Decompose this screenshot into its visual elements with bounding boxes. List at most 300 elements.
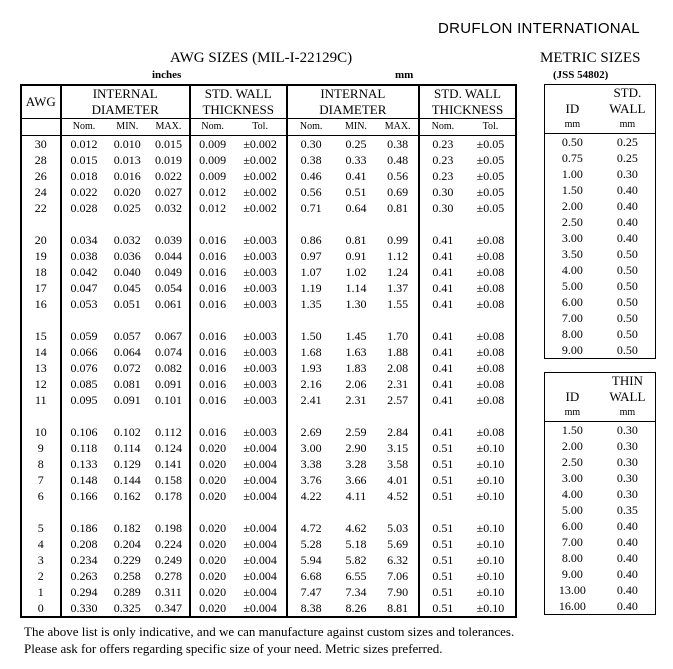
table-cell: ±0.004 (243, 569, 277, 583)
table-cell: 0.166 (61, 488, 107, 504)
awg-column-header: AWG (25, 94, 56, 109)
table-cell: 12 (34, 377, 47, 391)
table-cell: ±0.05 (476, 153, 505, 167)
table-cell: ±0.002 (243, 153, 277, 167)
table-cell: 0.016 (190, 280, 235, 296)
table-cell: 6.68 (287, 568, 335, 584)
sub-header-8: Nom. (419, 119, 466, 136)
table-cell: 0.015 (61, 152, 107, 168)
table-row (545, 230, 656, 246)
table-cell: 0.012 (190, 184, 235, 200)
table-cell: ±0.004 (243, 537, 277, 551)
std-id-unit: mm (545, 117, 600, 134)
table-cell: 5.69 (387, 537, 409, 551)
table-cell: 0.51 (419, 568, 466, 584)
table-cell: 5 (37, 521, 44, 535)
table-cell: 0.204 (113, 537, 141, 551)
inch-id-header-2: DIAMETER (61, 102, 190, 119)
table-row (545, 502, 656, 518)
table-row (545, 166, 656, 182)
table-cell: 0.97 (287, 248, 335, 264)
table-row (545, 550, 656, 566)
table-cell: ±0.05 (476, 185, 505, 199)
table-cell: 0.144 (113, 473, 141, 487)
table-cell: 0.23 (419, 152, 466, 168)
table-cell: ±0.003 (243, 425, 277, 439)
table-cell: 7.00 (561, 311, 583, 325)
sub-header-0: Nom. (61, 119, 107, 136)
table-cell: 3.66 (345, 473, 367, 487)
table-cell: 7.06 (387, 569, 409, 583)
table-cell: 0.99 (387, 233, 409, 247)
thin-id-header: ID (565, 389, 580, 404)
table-cell: 0.112 (155, 425, 182, 439)
table-cell: 0.311 (155, 585, 182, 599)
table-cell: 0.46 (287, 168, 335, 184)
std-id-header: ID (565, 101, 580, 116)
table-cell: 0.51 (419, 536, 466, 552)
table-row (545, 454, 656, 470)
mm-wall-header-2: THICKNESS (419, 102, 516, 119)
table-row (21, 424, 516, 440)
inch-wall-header-2: THICKNESS (190, 102, 287, 119)
table-row (545, 294, 656, 310)
sub-header-4: Tol. (235, 119, 287, 136)
table-cell: 10 (34, 425, 47, 439)
table-cell: 0.148 (61, 472, 107, 488)
table-cell: 0.56 (287, 184, 335, 200)
table-row (21, 472, 516, 488)
table-cell: 4.01 (387, 473, 409, 487)
table-cell: ±0.08 (476, 297, 505, 311)
table-cell: 0.020 (190, 488, 235, 504)
table-cell: 0.074 (154, 345, 182, 359)
table-cell: 0.38 (287, 152, 335, 168)
table-cell: 1.63 (345, 345, 367, 359)
table-cell: 0.249 (154, 553, 182, 567)
table-cell: 0.039 (154, 233, 182, 247)
table-cell: 5.82 (345, 553, 367, 567)
table-cell: 0.016 (190, 232, 235, 248)
table-cell: 2.59 (345, 425, 367, 439)
table-cell: 0.158 (154, 473, 182, 487)
table-cell: 0.86 (287, 232, 335, 248)
table-cell: 13.00 (558, 583, 586, 597)
table-cell: ±0.003 (243, 249, 277, 263)
table-cell: 0.091 (113, 393, 141, 407)
table-cell: 0.40 (616, 199, 638, 213)
table-cell: 0.010 (113, 137, 141, 151)
table-cell: 0.50 (616, 343, 638, 357)
table-cell: 0.101 (154, 393, 182, 407)
table-cell: 8.81 (387, 601, 409, 615)
metric-thin-wall-body (545, 422, 656, 615)
table-cell: ±0.003 (243, 345, 277, 359)
table-cell: 8.26 (345, 601, 367, 615)
table-cell: 0.019 (154, 153, 182, 167)
table-cell: 0.294 (61, 584, 107, 600)
metric-std-wall-body (545, 134, 656, 359)
table-row (545, 486, 656, 502)
table-row (21, 136, 516, 153)
table-cell: ±0.004 (243, 441, 277, 455)
table-cell: ±0.08 (476, 281, 505, 295)
sub-header-6: MIN. (335, 119, 378, 136)
mm-id-header-2: DIAMETER (287, 102, 419, 119)
table-cell: 0.054 (154, 281, 182, 295)
table-row (545, 310, 656, 326)
table-cell: 0.018 (61, 168, 107, 184)
table-cell: 4.72 (287, 520, 335, 536)
table-cell: 0.124 (154, 441, 182, 455)
table-cell: 0.020 (190, 456, 235, 472)
table-cell: 2.50 (561, 455, 583, 469)
thin-wall-header-2: WALL (609, 389, 646, 404)
table-cell: 0.022 (154, 169, 182, 183)
table-cell: 0.23 (419, 168, 466, 184)
table-cell: 1.24 (387, 265, 409, 279)
table-cell: 0.41 (419, 360, 466, 376)
table-cell: 0.015 (154, 137, 182, 151)
group-spacer (21, 504, 516, 520)
table-cell: 16 (34, 297, 47, 311)
table-cell: 0.234 (61, 552, 107, 568)
table-cell: 0.51 (419, 552, 466, 568)
table-cell: 5.28 (287, 536, 335, 552)
table-cell: ±0.08 (476, 345, 505, 359)
table-cell: 0.066 (61, 344, 107, 360)
table-cell: 28 (34, 153, 47, 167)
table-cell: 0.182 (113, 521, 141, 535)
table-cell: 17 (34, 281, 47, 295)
table-cell: 0.067 (154, 329, 182, 343)
table-cell: 2.08 (387, 361, 409, 375)
table-cell: 0.012 (190, 200, 235, 216)
table-cell: 0.40 (616, 231, 638, 245)
awg-header-row-2 (21, 102, 516, 119)
table-cell: 0.30 (616, 455, 638, 469)
table-cell: 1.00 (561, 167, 583, 181)
table-cell: 0.045 (113, 281, 141, 295)
table-cell: 0.30 (616, 167, 638, 181)
table-cell: 2.31 (345, 393, 367, 407)
table-cell: 0.016 (190, 360, 235, 376)
table-cell: 0.41 (419, 280, 466, 296)
table-cell: 18 (34, 265, 47, 279)
table-row (545, 518, 656, 534)
table-cell: 0.020 (190, 440, 235, 456)
table-cell: 0.41 (419, 328, 466, 344)
awg-sizes-title: AWG SIZES (MIL-I-22129C) (170, 50, 353, 66)
table-cell: 2.84 (387, 425, 409, 439)
sub-header-9: Tol. (466, 119, 516, 136)
table-cell: ±0.10 (476, 441, 505, 455)
table-cell: 0.061 (154, 297, 182, 311)
table-cell: 0.064 (113, 345, 141, 359)
table-cell: 1.55 (387, 297, 409, 311)
table-cell: 7.90 (387, 585, 409, 599)
table-cell: ±0.002 (243, 185, 277, 199)
table-row (545, 598, 656, 615)
table-cell: 0.009 (190, 136, 235, 153)
table-cell: 2.90 (345, 441, 367, 455)
awg-header-row-1 (21, 85, 516, 102)
table-cell: 13 (34, 361, 47, 375)
table-cell: 0.025 (113, 201, 141, 215)
table-cell: 0.229 (113, 553, 141, 567)
table-cell: 0.091 (154, 377, 182, 391)
table-cell: 8 (37, 457, 44, 471)
table-cell: 0.33 (345, 153, 367, 167)
table-cell: 0.64 (345, 201, 367, 215)
table-row (545, 438, 656, 454)
table-cell: 0.051 (113, 297, 141, 311)
table-cell: ±0.003 (243, 377, 277, 391)
table-cell: 0.50 (616, 263, 638, 277)
table-cell: ±0.004 (243, 585, 277, 599)
table-cell: 14 (34, 345, 47, 359)
table-cell: 7.00 (561, 535, 583, 549)
table-cell: 0.40 (616, 599, 638, 613)
table-cell: 0.020 (190, 472, 235, 488)
metric-sizes-title: METRIC SIZES (540, 50, 641, 66)
table-cell: ±0.003 (243, 329, 277, 343)
table-cell: 0.40 (616, 535, 638, 549)
table-cell: 0.50 (616, 311, 638, 325)
table-cell: 19 (34, 249, 47, 263)
table-cell: 0.032 (113, 233, 141, 247)
table-cell: 0.71 (287, 200, 335, 216)
sub-header-5: Nom. (287, 119, 335, 136)
table-cell: 0.009 (190, 152, 235, 168)
table-row (21, 376, 516, 392)
unit-inches-label: inches (152, 69, 182, 81)
table-cell: ±0.08 (476, 393, 505, 407)
table-cell: 1.07 (287, 264, 335, 280)
table-cell: 0.016 (190, 344, 235, 360)
table-row (21, 568, 516, 584)
table-cell: 0.040 (113, 265, 141, 279)
table-cell: 3.15 (387, 441, 409, 455)
thin-wall-unit: mm (600, 405, 656, 422)
table-row (545, 566, 656, 582)
table-cell: 8.38 (287, 600, 335, 617)
table-cell: 24 (34, 185, 47, 199)
table-cell: 0.25 (345, 137, 367, 151)
table-cell: ±0.10 (476, 457, 505, 471)
table-cell: 0.40 (616, 183, 638, 197)
table-row (545, 262, 656, 278)
table-row (545, 134, 656, 151)
table-cell: 3.50 (561, 247, 583, 261)
table-cell: 1.35 (287, 296, 335, 312)
table-cell: 0.330 (61, 600, 107, 617)
table-cell: 0.41 (345, 169, 367, 183)
table-cell: 4 (37, 537, 44, 551)
table-row (545, 150, 656, 166)
table-cell: ±0.08 (476, 265, 505, 279)
table-row (21, 552, 516, 568)
table-cell: 26 (34, 169, 47, 183)
group-spacer (21, 408, 516, 424)
table-cell: 4.22 (287, 488, 335, 504)
table-cell: ±0.003 (243, 281, 277, 295)
table-cell: 9.00 (561, 343, 583, 357)
table-row (21, 488, 516, 504)
table-cell: 1 (37, 585, 44, 599)
footer-note-line-1: The above list is only indicative, and we can manufacture against custom sizes and tolerances. (24, 624, 515, 639)
table-row (545, 198, 656, 214)
table-cell: 8.00 (561, 327, 583, 341)
table-cell: 0.30 (616, 423, 638, 437)
table-cell: 0.50 (616, 327, 638, 341)
table-cell: 7 (37, 473, 44, 487)
table-cell: 0.076 (61, 360, 107, 376)
table-cell: 0.020 (190, 600, 235, 617)
table-cell: 4.52 (387, 489, 409, 503)
table-cell: 0.044 (154, 249, 182, 263)
table-cell: 0.186 (61, 520, 107, 536)
table-cell: ±0.003 (243, 297, 277, 311)
table-row (21, 344, 516, 360)
table-row (21, 600, 516, 617)
table-cell: ±0.05 (476, 201, 505, 215)
table-cell: 0.016 (190, 392, 235, 408)
table-cell: 0.047 (61, 280, 107, 296)
table-cell: 0.51 (419, 600, 466, 617)
table-cell: 6 (37, 489, 44, 503)
table-cell: 0.013 (113, 153, 141, 167)
table-row (545, 214, 656, 230)
sub-header-3: Nom. (190, 119, 235, 136)
table-row (545, 326, 656, 342)
table-cell: ±0.08 (476, 425, 505, 439)
sub-header-2: MAX. (148, 119, 190, 136)
table-cell: ±0.08 (476, 329, 505, 343)
table-cell: 0.057 (113, 329, 141, 343)
std-wall-header-1: STD. (613, 85, 642, 100)
company-name: DRUFLON INTERNATIONAL (438, 20, 640, 37)
table-cell: 0.020 (190, 568, 235, 584)
table-cell: 2.57 (387, 393, 409, 407)
table-row (21, 360, 516, 376)
table-cell: 0.50 (616, 247, 638, 261)
table-row (21, 296, 516, 312)
table-cell: 3.76 (287, 472, 335, 488)
table-cell: 0.40 (616, 567, 638, 581)
table-row (21, 456, 516, 472)
table-cell: 0.141 (154, 457, 182, 471)
table-cell: ±0.05 (476, 169, 505, 183)
table-cell: 0.41 (419, 264, 466, 280)
table-cell: 0.41 (419, 424, 466, 440)
table-cell: 0.51 (419, 440, 466, 456)
thin-id-unit: mm (545, 405, 600, 422)
table-cell: 1.68 (287, 344, 335, 360)
table-cell: 0.30 (616, 439, 638, 453)
table-cell: 0.027 (154, 185, 182, 199)
table-cell: ±0.002 (243, 137, 277, 151)
table-cell: 0.38 (387, 137, 409, 151)
table-cell: 0.016 (190, 424, 235, 440)
metric-thin-wall-table (544, 372, 656, 615)
group-spacer (21, 216, 516, 232)
table-cell: ±0.004 (243, 553, 277, 567)
table-cell: 11 (35, 393, 47, 407)
table-row (21, 440, 516, 456)
table-cell: ±0.003 (243, 361, 277, 375)
table-cell: 4.11 (345, 489, 367, 503)
table-cell: ±0.003 (243, 393, 277, 407)
table-cell: ±0.003 (243, 265, 277, 279)
table-cell: 0.30 (616, 487, 638, 501)
table-cell: 0.133 (61, 456, 107, 472)
table-cell: 4.00 (561, 263, 583, 277)
table-cell: 15 (34, 329, 47, 343)
table-cell: 4.62 (345, 521, 367, 535)
table-row (545, 246, 656, 262)
table-cell: ±0.10 (476, 521, 505, 535)
table-cell: 0.289 (113, 585, 141, 599)
table-cell: 0.016 (190, 376, 235, 392)
table-cell: 6.32 (387, 553, 409, 567)
table-row (21, 264, 516, 280)
table-cell: 0.41 (419, 344, 466, 360)
table-cell: 0.51 (419, 488, 466, 504)
table-row (545, 182, 656, 198)
table-cell: 0.325 (113, 601, 141, 615)
table-cell: 0.016 (190, 248, 235, 264)
table-cell: 0.082 (154, 361, 182, 375)
table-cell: 1.88 (387, 345, 409, 359)
table-cell: 0.51 (345, 185, 367, 199)
unit-mm-label: mm (395, 69, 414, 81)
table-cell: 7.34 (345, 585, 367, 599)
table-cell: 16.00 (558, 599, 586, 613)
table-row (545, 582, 656, 598)
table-cell: ±0.004 (243, 601, 277, 615)
table-cell: ±0.002 (243, 201, 277, 215)
table-row (21, 328, 516, 344)
table-cell: 0.81 (387, 201, 409, 215)
table-cell: 20 (34, 233, 47, 247)
table-cell: ±0.08 (476, 361, 505, 375)
table-cell: 0.40 (616, 215, 638, 229)
table-cell: 0.016 (190, 264, 235, 280)
table-cell: 6.55 (345, 569, 367, 583)
table-cell: ±0.08 (476, 233, 505, 247)
table-cell: 0.162 (113, 489, 141, 503)
table-cell: 0.25 (616, 135, 638, 149)
table-cell: ±0.10 (476, 473, 505, 487)
table-row (21, 168, 516, 184)
table-cell: 0.016 (113, 169, 141, 183)
table-cell: 6.00 (561, 519, 583, 533)
table-row (21, 232, 516, 248)
table-cell: 0.038 (61, 248, 107, 264)
table-cell: 0.41 (419, 232, 466, 248)
table-cell: 0.020 (113, 185, 141, 199)
table-cell: 2.41 (287, 392, 335, 408)
table-cell: 0.034 (61, 232, 107, 248)
table-cell: 1.30 (345, 297, 367, 311)
thin-wall-header-1: THIN (611, 373, 643, 388)
table-cell: 0.020 (190, 584, 235, 600)
table-cell: 3 (37, 553, 44, 567)
table-cell: 0.50 (616, 279, 638, 293)
table-cell: 0.51 (419, 584, 466, 600)
table-cell: ±0.05 (476, 137, 505, 151)
